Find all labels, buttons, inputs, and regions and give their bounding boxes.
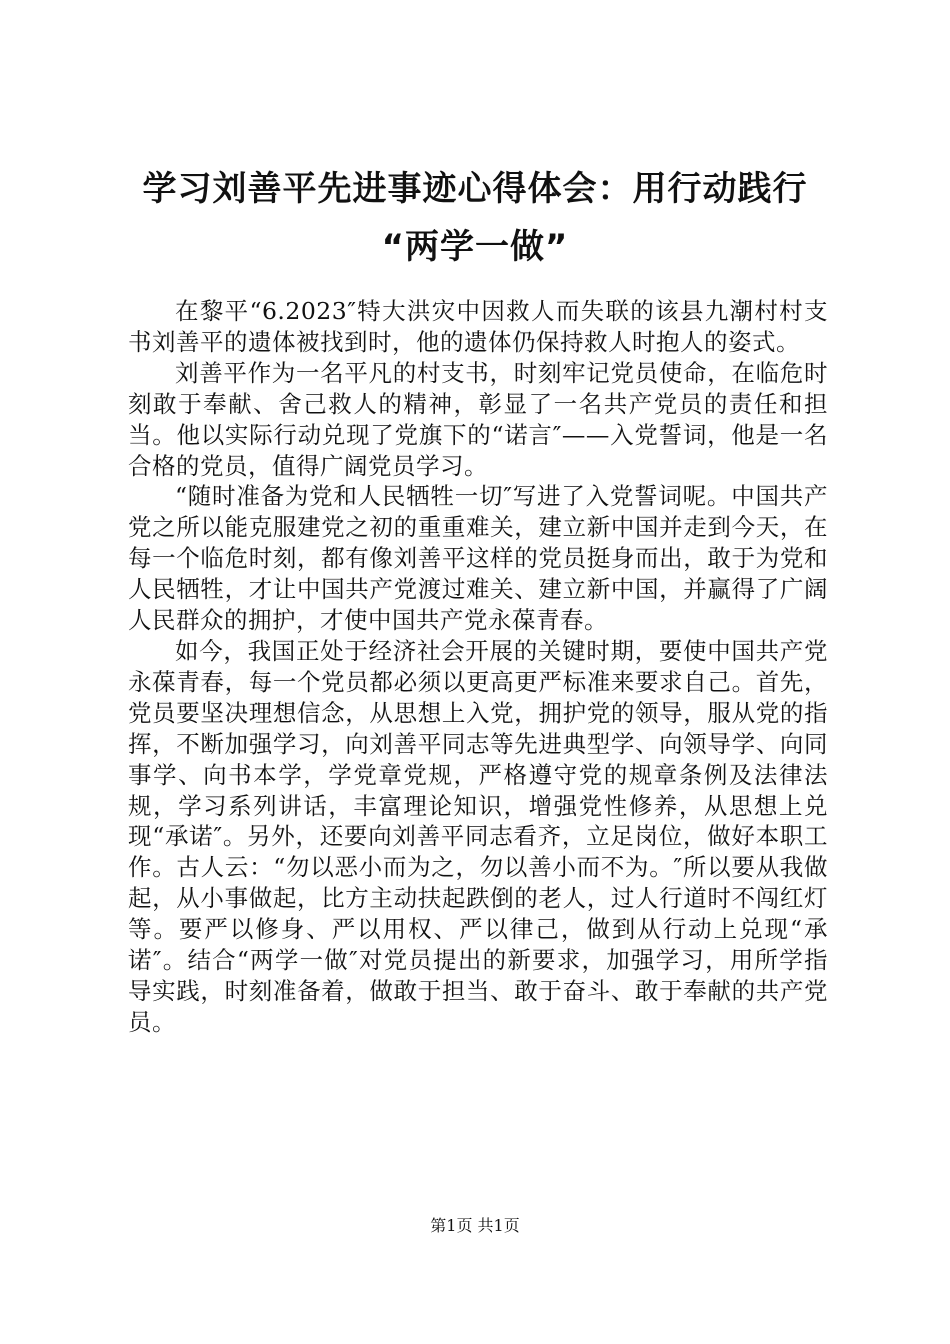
- paragraph-2: 刘善平作为一名平凡的村支书，时刻牢记党员使命，在临危时刻敢于奉献、舍己救人的精神，彰显了一名共产党员的责任和担当。他以实际行动兑现了党旗下的“诺言″——入党誓词，他是一名合格的党员，值得广阔党员学习。: [128, 358, 828, 480]
- paragraph-1: 在黎平“6.2023″特大洪灾中因救人而失联的该县九潮村村支书刘善平的遗体被找到时，他的遗体仍保持救人时抱人的姿式。: [128, 297, 828, 356]
- paragraph-3: “随时准备为党和人民牺牲一切″写进了入党誓词呢。中国共产党之所以能克服建党之初的重重难关，建立新中国并走到今天，在每一个临危时刻，都有像刘善平这样的党员挺身而出，敢于为党和人民牺牲，才让中国共产党渡过难关、建立新中国，并赢得了广阔人民群众的拥护，才使中国共产党永葆青春。: [128, 482, 828, 635]
- paragraph-4: 如今，我国正处于经济社会开展的关键时期，要使中国共产党永葆青春，每一个党员都必须以更高更严标准来要求自己。首先，党员要坚决理想信念，从思想上入党，拥护党的领导，服从党的指挥，不断加强学习，向刘善平同志等先进典型学、向领导学、向同事学、向书本学，学党章党规，严格遵守党的规章条例及法律法规，学习系列讲话，丰富理论知识，增强党性修养，从思想上兑现“承诺″。另外，还要向刘善平同志看齐，立足岗位，做好本职工作。古人云：“勿以恶小而为之，勿以善小而不为。″所以要从我做起，从小事做起，比方主动扶起跌倒的老人，过人行道时不闯红灯等。要严以修身、严以用权、严以律己，做到从行动上兑现“承诺″。结合“两学一做″对党员提出的新要求，加强学习，用所学指导实践，时刻准备着，做敢于担当、敢于奋斗、敢于奉献的共产党员。: [128, 636, 828, 1036]
- document-title: [120, 160, 830, 276]
- page-footer: 第1页 共1页: [430, 1216, 520, 1235]
- title-line-1: 学习刘善平先进事迹心得体会：用行动践行: [142, 169, 808, 209]
- title-line-2: “两学一做”: [381, 227, 569, 267]
- document-body: [128, 296, 828, 1038]
